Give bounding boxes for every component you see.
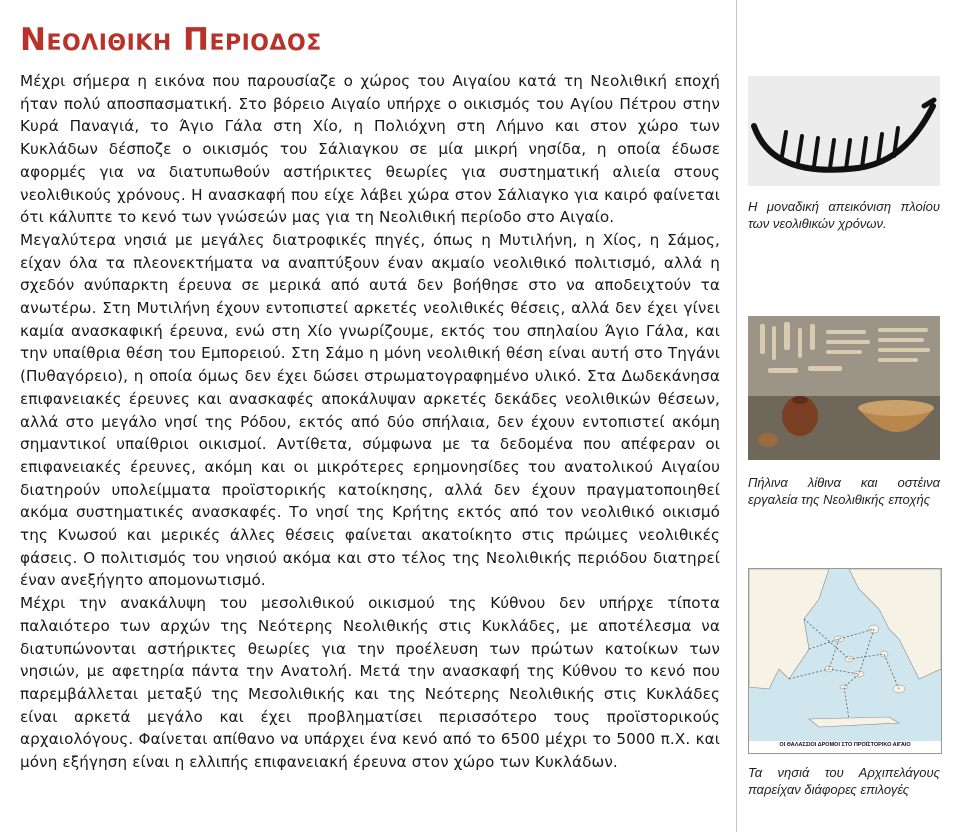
map-title-label: ΟΙ ΘΑΛΑΣΣΙΟΙ ΔΡΟΜΟΙ ΣΤΟ ΠΡΟΪΣΤΟΡΙΚΟ ΑΙΓΑΙΟ <box>749 741 941 750</box>
tools-caption: Πήλινα λίθινα και οστέινα εργαλεία της Νεολιθικής εποχής <box>748 475 940 507</box>
column-divider <box>736 0 737 832</box>
paragraph-3: Μέχρι την ανακάλυψη του μεσολιθικού οικισμού της Κύθνου δεν υπήρχε τίποτα παλαιότερο των αρχών της Νεότερης Νεολιθικής στις Κυκλάδες, με αποτέλεσμα να διατυπώνονται αστήρικτες θεωρίες για την προέλευση των πρώτων κατοίκων των νησιών, με αφετηρία πάντα την Ανατολή. Μετά την ανασκαφή της Κύθνου το κενό που παρεμβάλλεται μεταξύ της Μεσολιθικής και της Νεότερης Νεολιθικής στις Κυκλάδες είναι αρκετά μεγάλο και έχει προβληματίσει περισσότερο τους προϊστορικούς αρχαιολόγους. Φαίνεται απίθανο να υπάρχει ένα κενό από το 6500 μέχρι το 5000 π.Χ. και μόνη εξήγηση είναι η ελλιπής επιφανειακή έρευνα στον χώρο των Κυκλάδων. <box>20 594 720 772</box>
neolithic-tools-photo <box>748 316 940 460</box>
article-body <box>20 70 720 774</box>
boat-engraving-image <box>748 76 940 186</box>
aegean-sea-routes-map <box>748 568 942 754</box>
paragraph-2: Μεγαλύτερα νησιά με μεγάλες διατροφικές πηγές, όπως η Μυτιλήνη, η Χίος, η Σάμος, είχαν όλα τα πλεονεκτήματα να αναπτύξουν έναν ακμαίο νεολιθικό πολιτισμό, αλλά η σχεδόν ανύπαρκτη έρευνα σε μερικά από αυτά δεν βοήθησε στο να αποδειχτούν τα ανωτέρω. Στη Μυτιλήνη έχουν εντοπιστεί αρκετές νεολιθικές θέσεις, αλλά δεν έχει γίνει καμία ανασκαφική έρευνα, ενώ στη Χίο γνωρίζουμε, εκτός του σπηλαίου Άγιο Γάλα, και την υπαίθρια θέση του Εμπορειού. Στη Σάμο η μόνη νεολιθική θέση είναι αυτή στο Τηγάνι (Πυθαγόρειο), η οποία όμως δεν έχει δώσει στρωματογραφημένο υλικό. Στα Δωδεκάνησα επιφανειακές έρευνες και ανασκαφές αποκάλυψαν αρκετές δεκάδες νεολιθικών θέσεων, αλλά στο μεγάλο νησί της Ρόδου, εκτός από δύο σπήλαια, δεν έχουν εντοπιστεί ακόμη σημαντικοί υπαίθριοι οικισμοί. Αντίθετα, σύμφωνα με τα δεδομένα που απέφεραν οι επιφανειακές έρευνες, ακόμη και οι μικρότερες ερημονησίδες του ανατολικού Αιγαίου διατηρούν υπολείμματα προϊστορικής κατοίκησης, αλλά δεν έχουν πραγματοποιηθεί ακόμα συστηματικές ανασκαφές. Το νησί της Κρήτης εκτός από τον νεολιθικό οικισμό της Κνωσού και μερικές άλλες θέσεις φαίνεται ακατοίκητο στις πρώιμες νεολιθικές φάσεις. Ο πολιτισμός του νησιού ακόμα και στο τέλος της Νεολιθικής περιόδου διατηρεί έναν ανεξήγητο απομονωτισμό. <box>20 230 720 590</box>
tools-photo-icon <box>748 316 940 460</box>
map-icon <box>749 569 941 741</box>
paragraph-1: Μέχρι σήμερα η εικόνα που παρουσίαζε ο χώρος του Αιγαίου κατά τη Νεολιθική εποχή ήταν πολύ αποσπασματική. Στο βόρειο Αιγαίο υπήρχε ο οικισμός του Αγίου Πέτρου στην Κυρά Παναγιά, το Άγιο Γάλα στη Χίο, η Πολιόχνη στη Λήμνο και στον χώρο των Κυκλάδων δέσποζε ο οικισμός του Σάλιαγκου σε μία μικρή νησίδα, η οποία έδωσε αφορμές για να διατυπωθούν αστήρικτες θεωρίες για συστηματική αλιεία στους νεολιθικούς χρόνους. Η ανασκαφή που είχε λάβει χώρα στον Σάλιαγκο για καιρό φαίνεται ότι κάλυπτε το κενό των γνώσεών μας για τη Νεολιθική περίοδο στο Αιγαίο. <box>20 72 720 227</box>
boat-icon <box>748 76 940 186</box>
map-caption: Τα νησιά του Αρχιπελάγους παρείχαν διάφορες επιλογές <box>748 765 940 797</box>
page-title: Νεολιθικη Περιοδος <box>20 22 322 58</box>
boat-caption: Η μοναδική απεικόνιση πλοίου των νεολιθικών χρόνων. <box>748 199 940 231</box>
